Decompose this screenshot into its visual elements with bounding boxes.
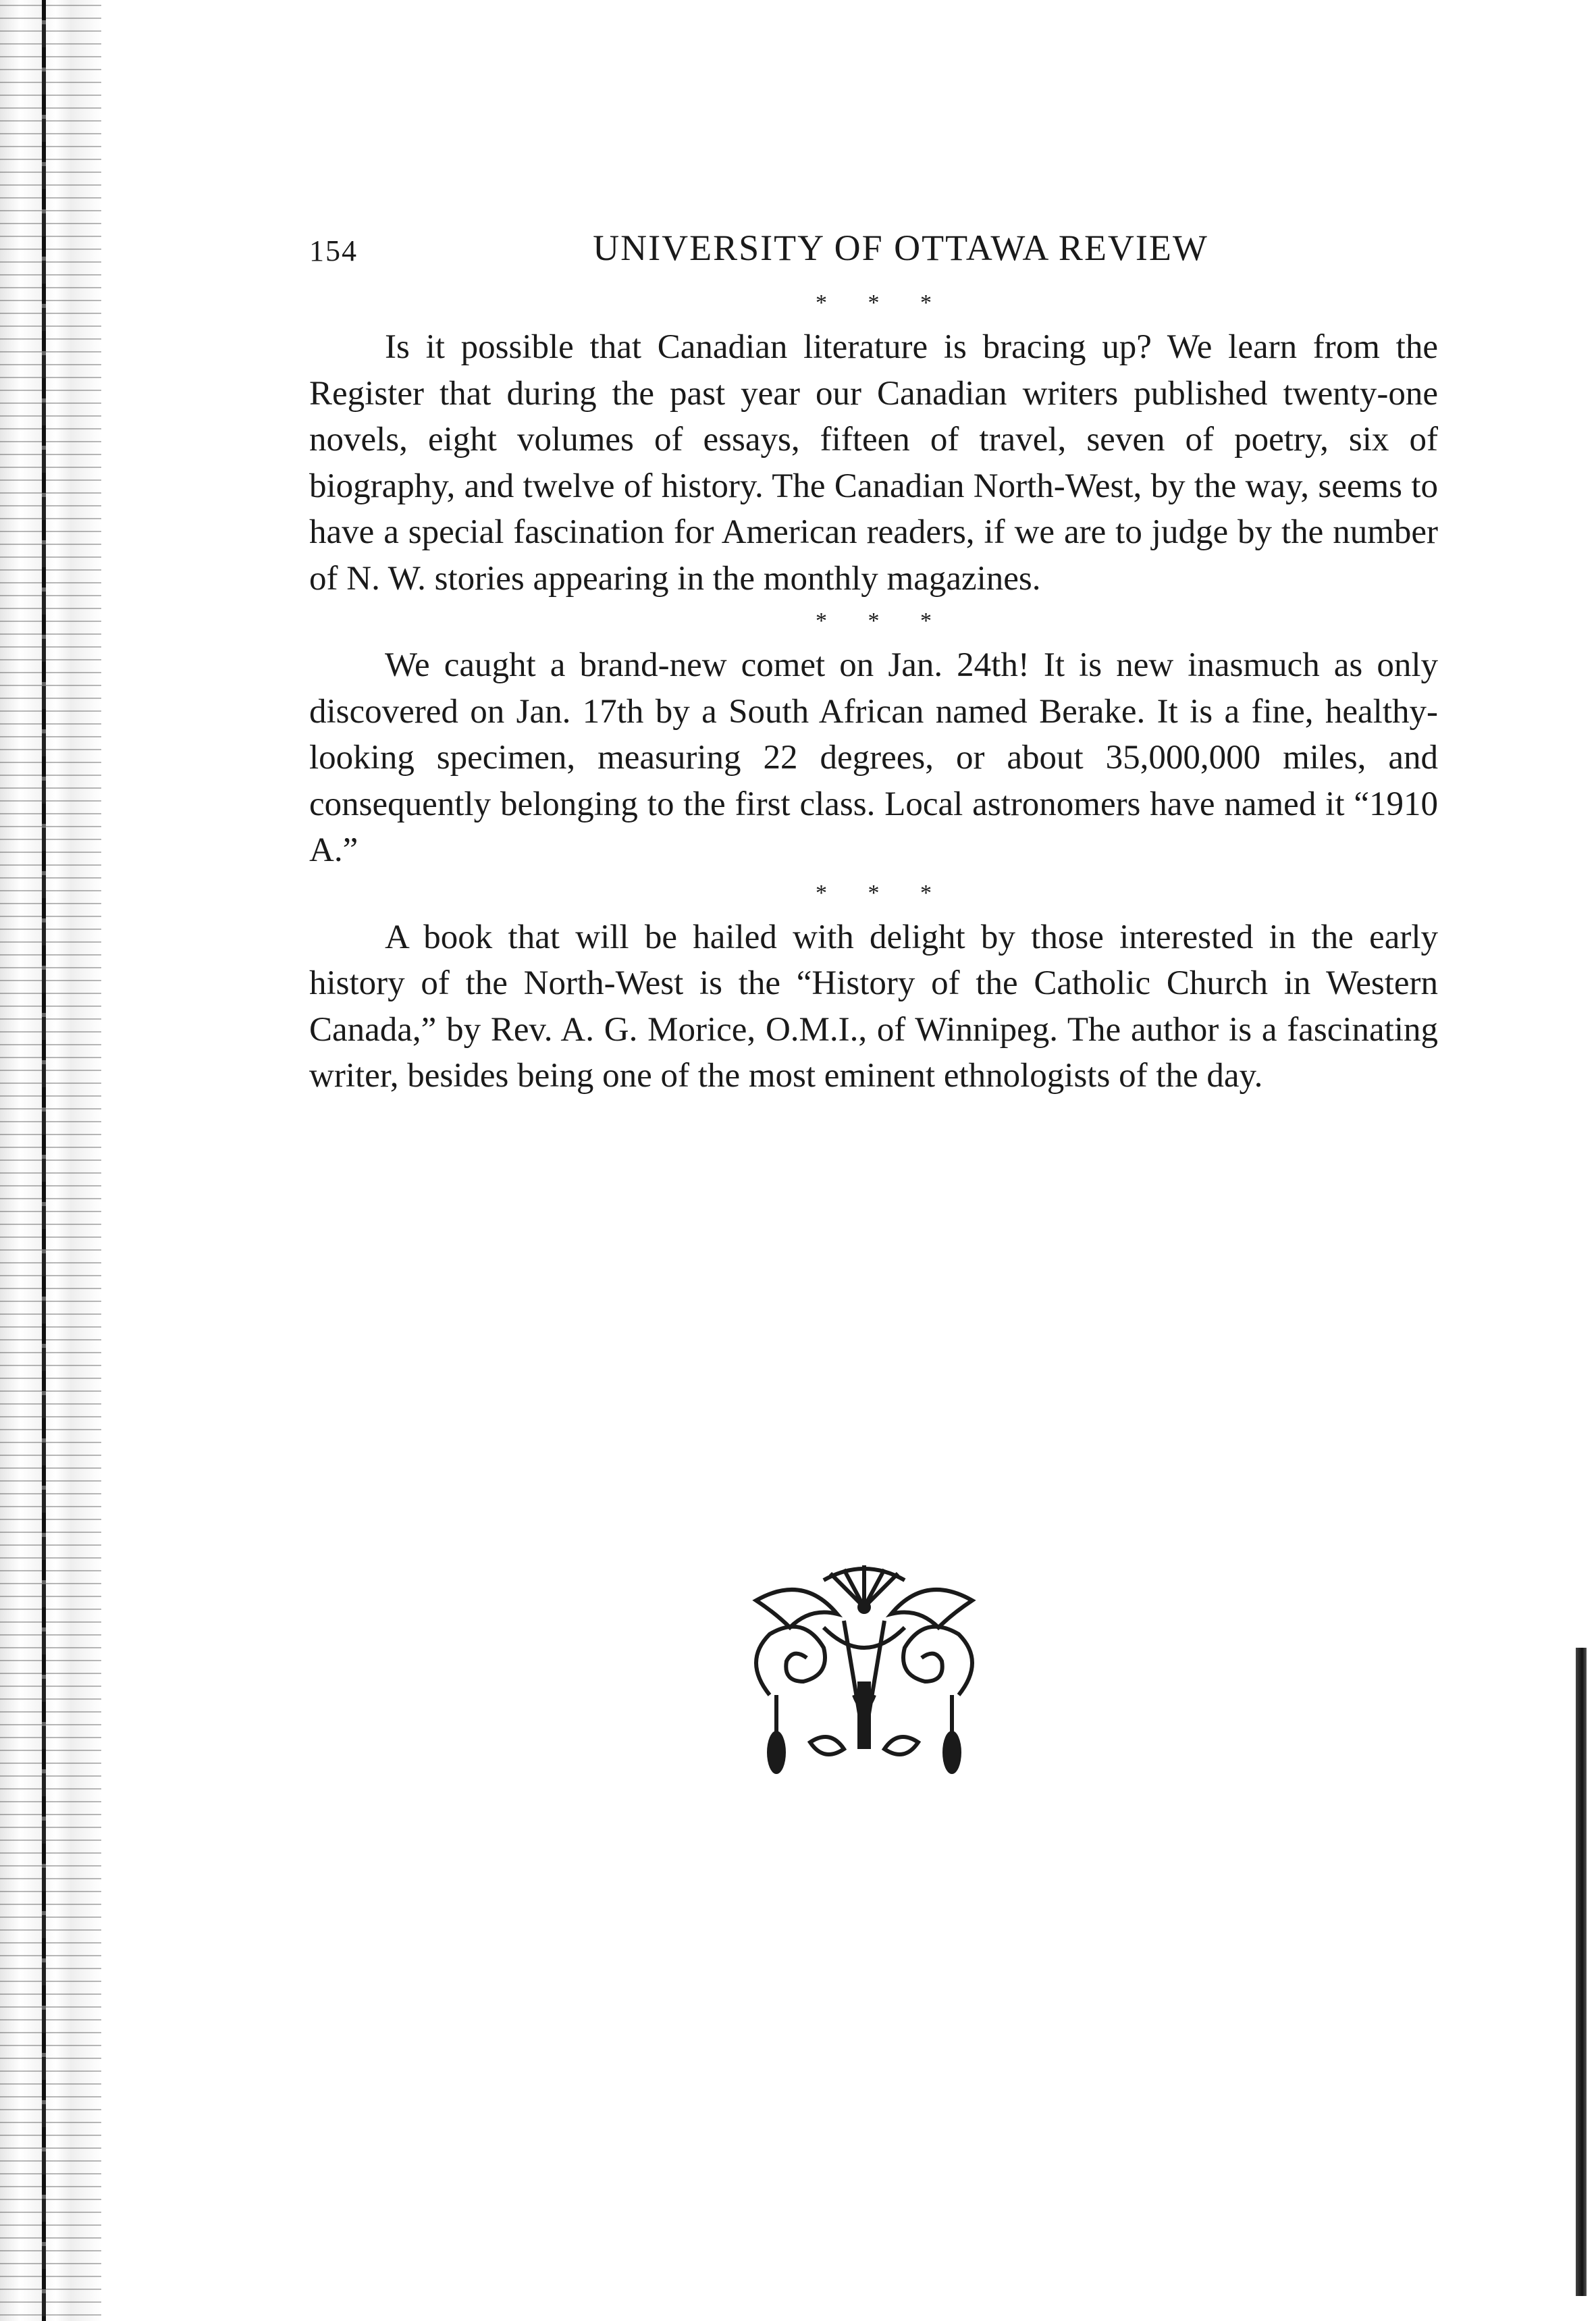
section-separator: * * *: [816, 880, 949, 906]
binding-stitch-line: [42, 0, 46, 2321]
page-number: 154: [309, 234, 358, 267]
floral-tailpiece-ornament-icon: [729, 1560, 999, 1776]
paragraph-comet: We caught a brand-new comet on Jan. 24th! It is new inasmuch as only discovered on Jan. 17th by a South African named Berake. It is a fine, healthy-looking specimen, measuring 22 degrees, or about 35,000,000 miles, and consequently belonging to the first class. Local astronomers have named it “1910 A.”: [309, 646, 1438, 869]
right-edge-rule: [1576, 1648, 1587, 2296]
section-separator: * * *: [816, 290, 949, 315]
running-head: [309, 203, 1438, 284]
section-separator: * * *: [816, 608, 949, 633]
paragraph-history-book: A book that will be hailed with delight by those interested in the early history of the North-West is the “History of the Catholic Church in Western Canada,” by Rev. A. G. Morice, O.M.I., of Winnipeg. The author is a fascinating writer, besides being one of the most eminent ethnologists of the day.: [309, 918, 1438, 1095]
page-body: [309, 203, 1438, 1099]
journal-title: UNIVERSITY OF OTTAWA REVIEW: [593, 228, 1208, 268]
paragraph-canadian-literature: Is it possible that Canadian literature is bracing up? We learn from the Register that during the past year our Canadian writers published twenty-one novels, eight volumes of essays, fifteen of travel, seven of poetry, six of biography, and twelve of history. The Canadian North-West, by the way, seems to have a special fascination for American readers, if we are to judge by the number of N. W. stories appearing in the monthly magazines.: [309, 328, 1438, 598]
page-binding-edge: [0, 0, 101, 2321]
